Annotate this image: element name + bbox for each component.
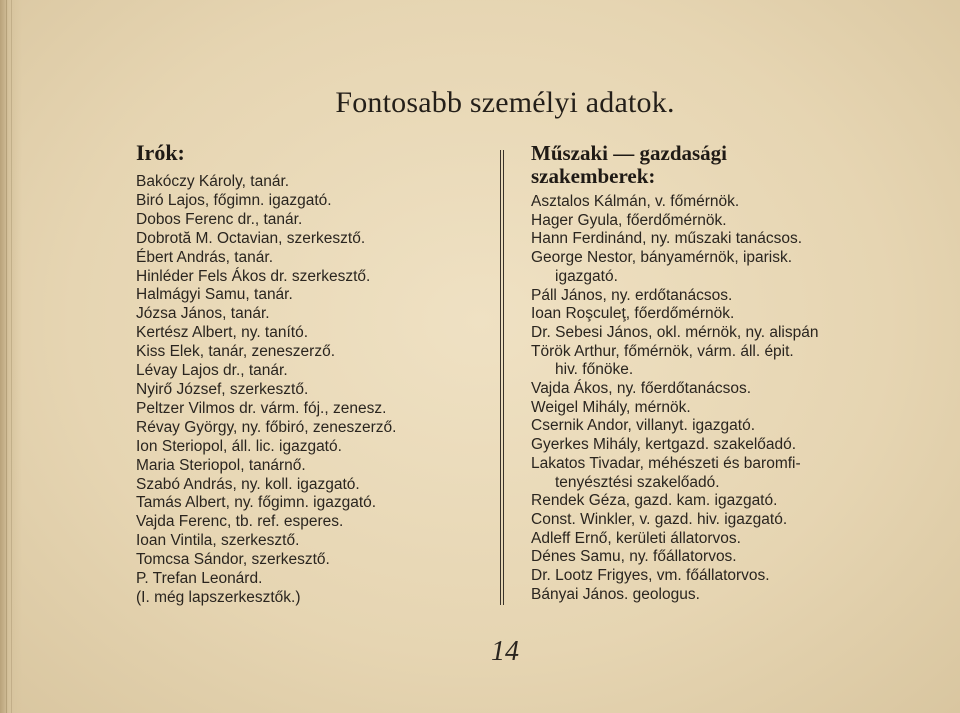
specialists-heading	[531, 142, 931, 188]
page-title: Fontosabb személyi adatok.	[335, 86, 675, 119]
list-item: Dénes Samu, ny. főállatorvos.	[531, 548, 737, 566]
list-item: George Nestor, bányamérnök, iparisk.	[531, 249, 793, 267]
list-item: Török Arthur, főmérnök, várm. áll. épit.	[531, 342, 794, 360]
specialists-heading-line1: Műszaki — gazdasági	[531, 141, 728, 165]
writers-heading: Irók:	[136, 140, 185, 165]
list-item: Szabó András, ny. koll. igazgató.	[136, 475, 360, 493]
list-item: Józsa János, tanár.	[136, 305, 270, 323]
page-number: 14	[491, 636, 519, 667]
specialists-column	[531, 142, 931, 604]
list-item: Ioan Roşculeţ, főerdőmérnök.	[531, 305, 735, 323]
list-item: Halmágyi Samu, tanár.	[136, 286, 293, 304]
list-item: Vajda Ákos, ny. főerdőtanácsos.	[531, 380, 751, 398]
list-item: Rendek Géza, gazd. kam. igazgató.	[531, 492, 778, 510]
list-item: Kiss Elek, tanár, zeneszerző.	[136, 343, 336, 361]
list-item: Peltzer Vilmos dr. várm. fój., zenesz.	[136, 399, 387, 417]
specialists-list	[531, 193, 931, 604]
list-item: Hinléder Fels Ákos dr. szerkesztő.	[136, 267, 371, 285]
list-item: Bányai János. geologus.	[531, 585, 700, 603]
list-item: Biró Lajos, főgimn. igazgató.	[136, 191, 332, 209]
list-item: (I. még lapszerkesztők.)	[136, 588, 301, 606]
list-item: Ébert András, tanár.	[136, 248, 274, 266]
list-item: Maria Steriopol, tanárnő.	[136, 456, 306, 474]
column-divider	[500, 150, 504, 605]
list-item: Hager Gyula, főerdőmérnök.	[531, 211, 727, 229]
list-item: Dr. Sebesi János, okl. mérnök, ny. alispán	[531, 323, 819, 341]
list-item: Dr. Lootz Frigyes, vm. főállatorvos.	[531, 567, 770, 585]
list-item: Bakóczy Károly, tanár.	[136, 173, 290, 190]
list-item: Const. Winkler, v. gazd. hiv. igazgató.	[531, 510, 788, 528]
list-item: Lakatos Tivadar, méhészeti és baromfi-	[531, 454, 801, 472]
list-item: Tamás Albert, ny. főgimn. igazgató.	[136, 494, 377, 512]
list-item: Kertész Albert, ny. tanító.	[136, 324, 309, 342]
list-item: Ioan Vintila, szerkesztő.	[136, 532, 300, 550]
list-item: Dobos Ferenc dr., tanár.	[136, 210, 303, 228]
list-item: Ion Steriopol, áll. lic. igazgató.	[136, 437, 342, 455]
specialists-heading-line2: szakemberek:	[531, 164, 656, 188]
list-item-continuation: tenyésztési szakelőadó.	[555, 473, 720, 491]
list-item: Weigel Mihály, mérnök.	[531, 398, 691, 416]
list-item: Nyirő József, szerkesztő.	[136, 380, 309, 398]
writers-column	[136, 142, 481, 608]
list-item: Tomcsa Sándor, szerkesztő.	[136, 551, 330, 569]
list-item: Révay György, ny. főbiró, zeneszerző.	[136, 418, 397, 436]
writers-list	[136, 173, 481, 608]
list-item: Dobrotă M. Octavian, szerkesztő.	[136, 229, 366, 247]
list-item: Vajda Ferenc, tb. ref. esperes.	[136, 513, 344, 531]
list-item: P. Trefan Leonárd.	[136, 570, 263, 588]
list-item: Hann Ferdinánd, ny. műszaki tanácsos.	[531, 230, 803, 248]
list-item: Lévay Lajos dr., tanár.	[136, 362, 288, 380]
list-item: Asztalos Kálmán, v. főmérnök.	[531, 193, 740, 210]
list-item-continuation: hiv. főnöke.	[555, 361, 634, 379]
list-item: Csernik Andor, villanyt. igazgató.	[531, 417, 756, 435]
list-item: Gyerkes Mihály, kertgazd. szakelőadó.	[531, 436, 797, 454]
list-item: Adleff Ernő, kerületi állatorvos.	[531, 529, 741, 547]
list-item-continuation: igazgató.	[555, 267, 618, 285]
list-item: Páll János, ny. erdőtanácsos.	[531, 286, 733, 304]
